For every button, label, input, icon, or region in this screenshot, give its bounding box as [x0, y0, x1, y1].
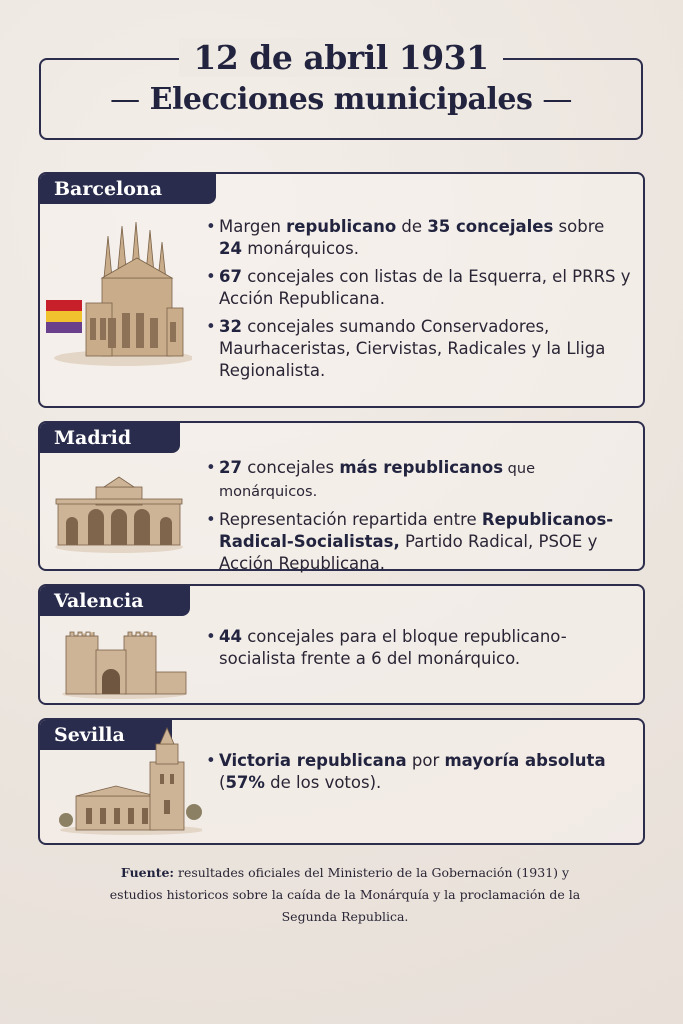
sagrada-familia-illustration: [42, 218, 192, 368]
list-item: • Margen republicano de 35 concejales sobre 24 monárquicos.: [206, 216, 631, 260]
card-barcelona: [38, 172, 645, 408]
list-item: • Representación repartida entre Republicanos-Radical-Socialistas, Partido Radical, PSOE y Acción Republicana.: [206, 509, 636, 575]
puerta-alcala-illustration: [52, 475, 187, 555]
list-item: • 44 concejales para el bloque republicano-socialista frente a 6 del monárquico.: [206, 626, 636, 670]
list-item: • 67 concejales con listas de la Esquerra, el PRRS y Acción Republicana.: [206, 266, 631, 310]
city-tag-barcelona: Barcelona: [40, 174, 216, 204]
city-tag-valencia: Valencia: [40, 586, 190, 616]
barcelona-points: [206, 216, 631, 388]
city-tag-madrid: Madrid: [40, 423, 180, 453]
list-item: • 27 concejales más republicanos que monárquicos.: [206, 457, 636, 503]
card-sevilla: [38, 718, 645, 845]
madrid-points: [206, 457, 636, 581]
source-text: resultades oficiales del Ministerio de la Gobernación (1931) y estudios historicos sobre la caída de la Monárquía y la proclamación de la Segunda Republica.: [109, 865, 581, 924]
torres-serranos-illustration: [58, 626, 190, 700]
title-box: [39, 38, 643, 140]
republican-flag-icon: [46, 300, 82, 333]
list-item: • Victoria republicana por mayoría absoluta (57% de los votos).: [206, 750, 636, 794]
card-madrid: [38, 421, 645, 571]
torre-del-oro-illustration: [52, 724, 202, 836]
sevilla-points: [206, 750, 636, 800]
valencia-points: [206, 626, 636, 676]
list-item: • 32 concejales sumando Conservadores, Maurhaceristas, Ciervistas, Radicales y la Lliga Regionalista.: [206, 316, 631, 382]
card-valencia: [38, 584, 645, 705]
city-tag-sevilla: Sevilla: [40, 720, 172, 750]
title-date: 12 de abril 1931: [41, 38, 641, 77]
title-subtitle: — Elecciones municipales —: [110, 82, 572, 117]
source-label: Fuente:: [120, 865, 175, 880]
source-note: [100, 862, 590, 928]
